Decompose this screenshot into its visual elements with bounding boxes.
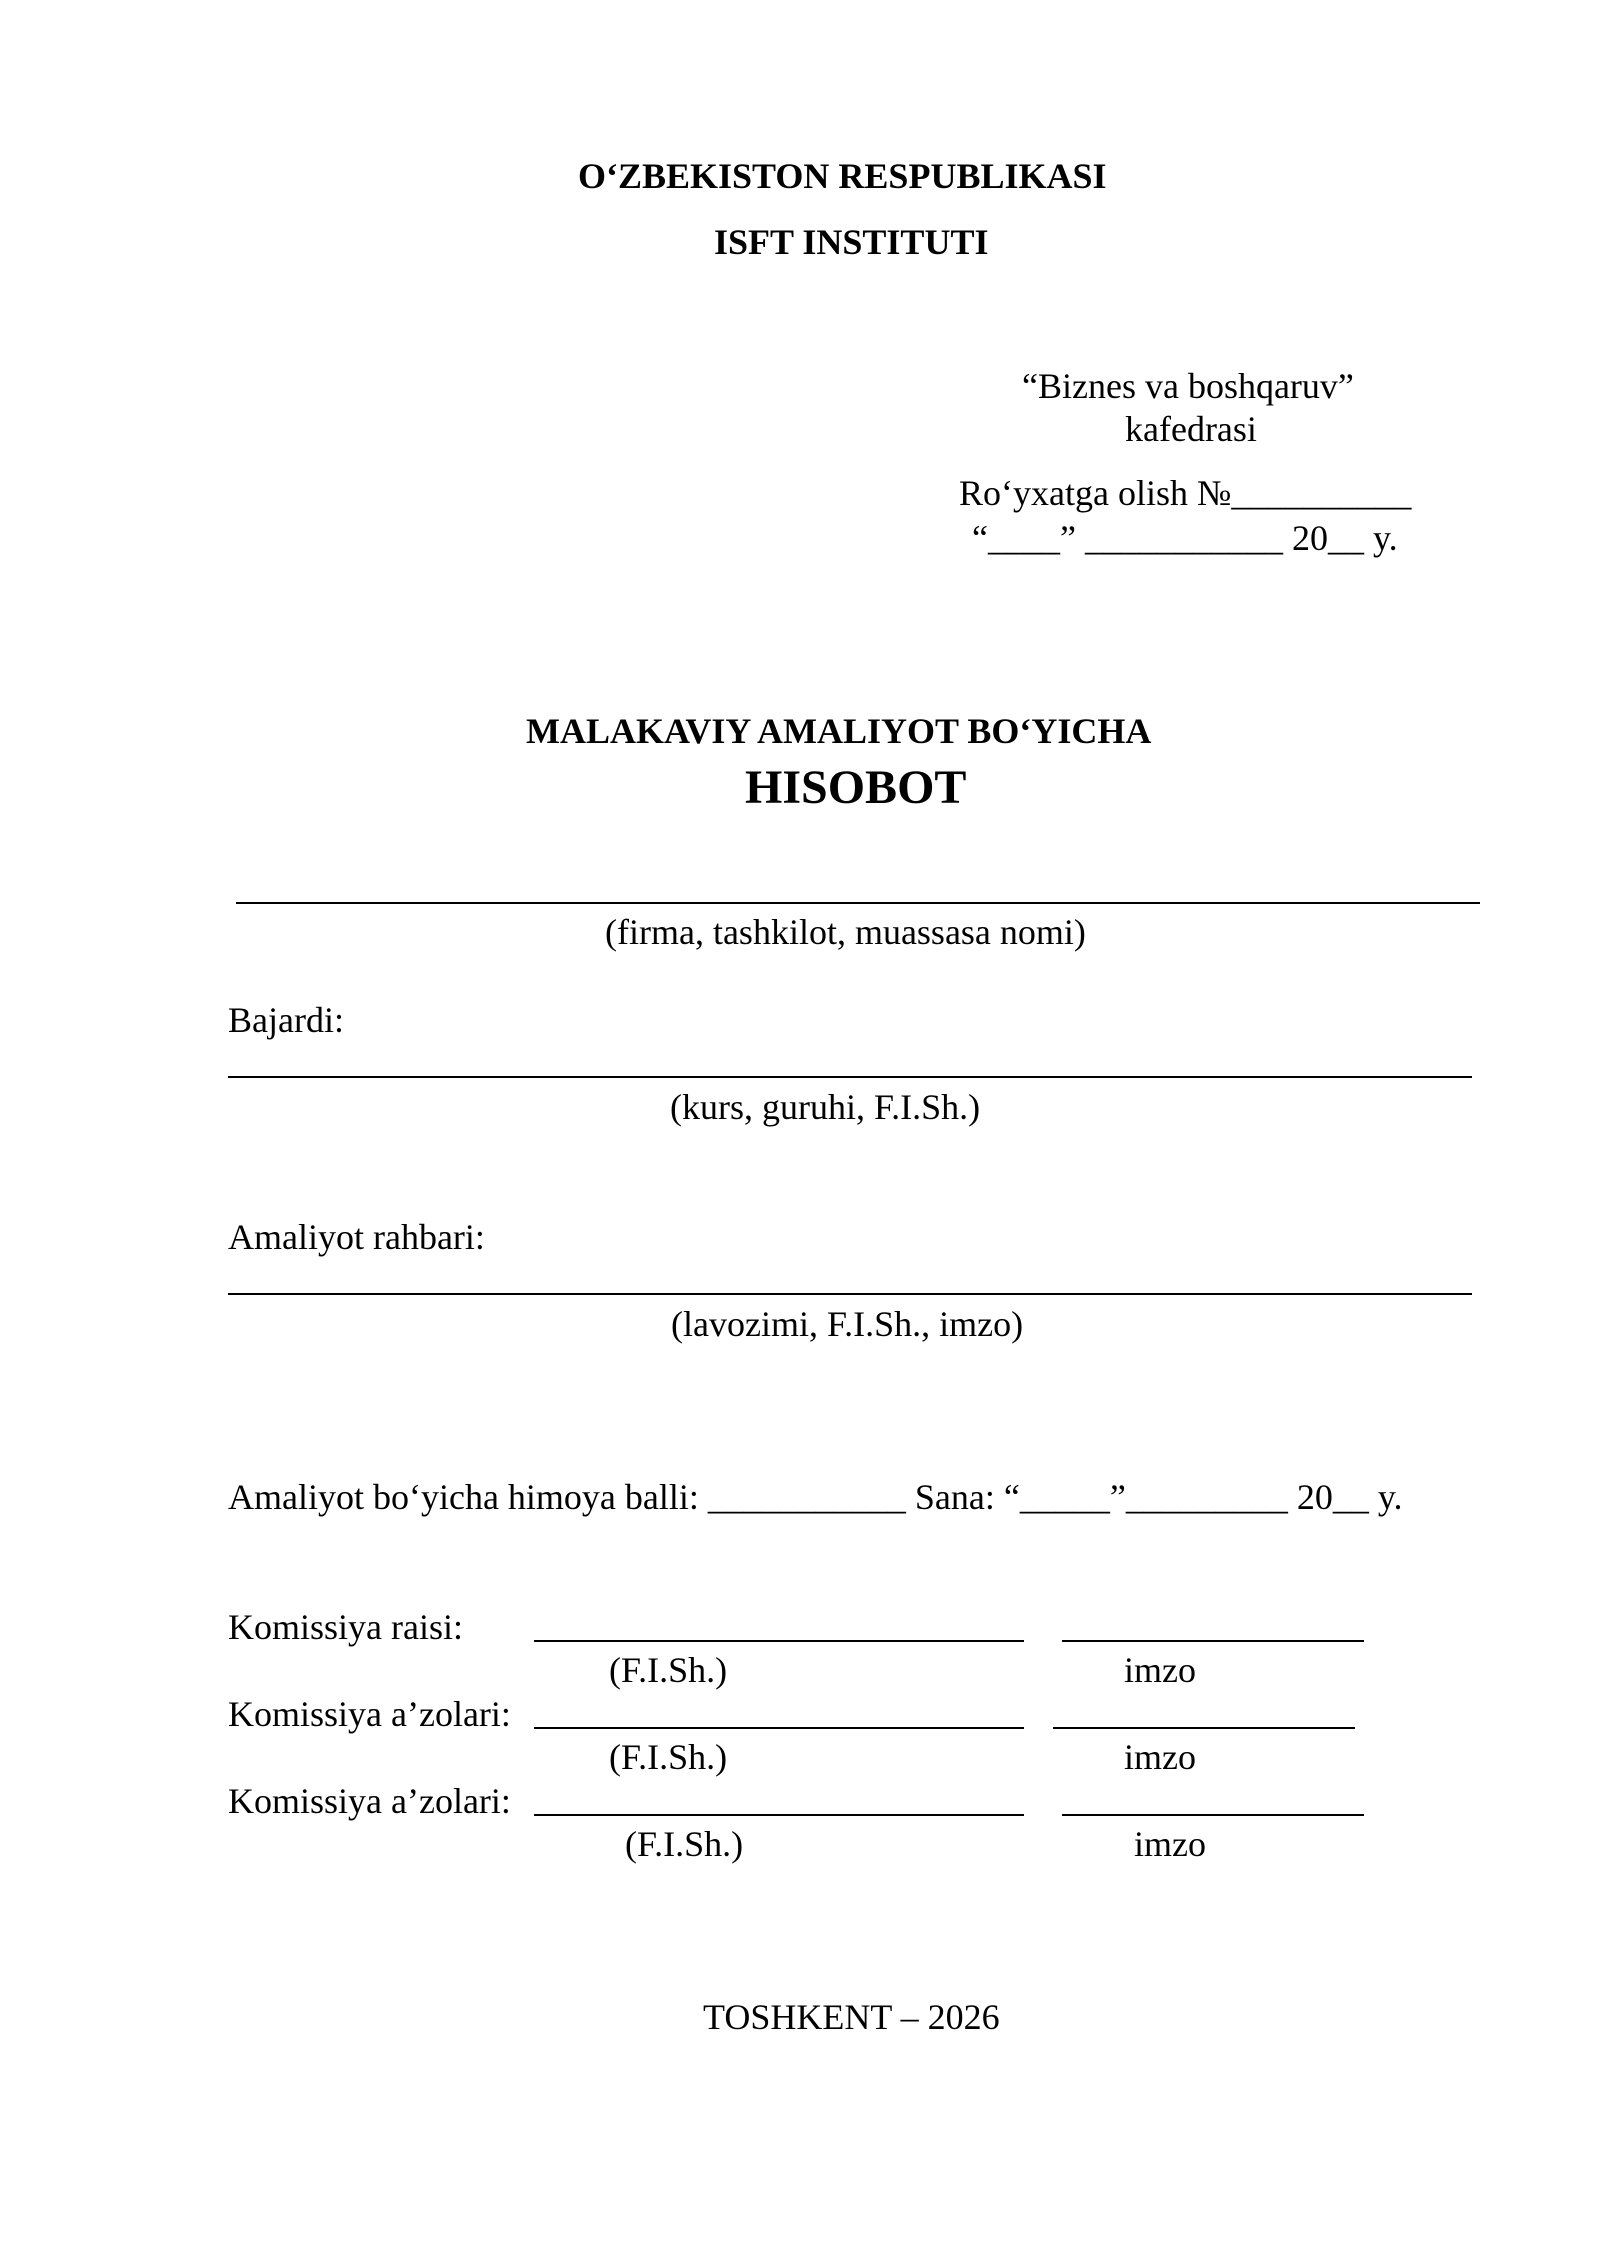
performer-caption: (kurs, guruhi, F.I.Sh.) bbox=[670, 1087, 981, 1127]
performer-line bbox=[228, 1076, 1472, 1078]
commission-member2-name-caption: (F.I.Sh.) bbox=[625, 1824, 744, 1864]
commission-member2-name-line bbox=[534, 1814, 1024, 1816]
registration-number: Ro‘yxatga olish №__________ bbox=[959, 473, 1412, 513]
document-subtitle: MALAKAVIY AMALIYOT BO‘YICHA bbox=[526, 711, 1152, 751]
defense-score-line: Amaliyot bo‘yicha himoya balli: ___________ Sana: “_____”_________ 20__ y. bbox=[228, 1477, 1403, 1517]
department-suffix: kafedrasi bbox=[1125, 409, 1257, 449]
registration-date: “____” ___________ 20__ y. bbox=[972, 518, 1398, 558]
commission-chair-sign-caption: imzo bbox=[1124, 1650, 1196, 1690]
commission-chair-label: Komissiya raisi: bbox=[228, 1607, 463, 1647]
commission-member2-sign-caption: imzo bbox=[1134, 1824, 1206, 1864]
supervisor-label: Amaliyot rahbari: bbox=[228, 1217, 485, 1257]
commission-member2-sign-line bbox=[1062, 1814, 1364, 1816]
document-title: HISOBOT bbox=[745, 761, 967, 814]
commission-chair-name-caption: (F.I.Sh.) bbox=[609, 1650, 728, 1690]
header-country: O‘ZBEKISTON RESPUBLIKASI bbox=[578, 156, 1107, 196]
footer-city-year: TOSHKENT – 2026 bbox=[703, 1997, 1000, 2037]
org-name-line bbox=[236, 902, 1480, 904]
commission-chair-sign-line bbox=[1062, 1640, 1364, 1642]
commission-member1-sign-caption: imzo bbox=[1124, 1737, 1196, 1777]
department-name: “Biznes va boshqaruv” bbox=[1022, 366, 1354, 406]
commission-member1-name-line bbox=[534, 1727, 1024, 1729]
commission-chair-name-line bbox=[534, 1640, 1024, 1642]
supervisor-caption: (lavozimi, F.I.Sh., imzo) bbox=[671, 1304, 1024, 1344]
commission-member1-sign-line bbox=[1053, 1727, 1355, 1729]
performer-label: Bajardi: bbox=[228, 1000, 344, 1040]
header-institute: ISFT INSTITUTI bbox=[714, 222, 989, 262]
commission-member1-name-caption: (F.I.Sh.) bbox=[609, 1737, 728, 1777]
commission-member2-label: Komissiya a’zolari: bbox=[228, 1781, 511, 1821]
org-name-caption: (firma, tashkilot, muassasa nomi) bbox=[605, 912, 1086, 952]
commission-member1-label: Komissiya a’zolari: bbox=[228, 1694, 511, 1734]
supervisor-line bbox=[228, 1293, 1472, 1295]
